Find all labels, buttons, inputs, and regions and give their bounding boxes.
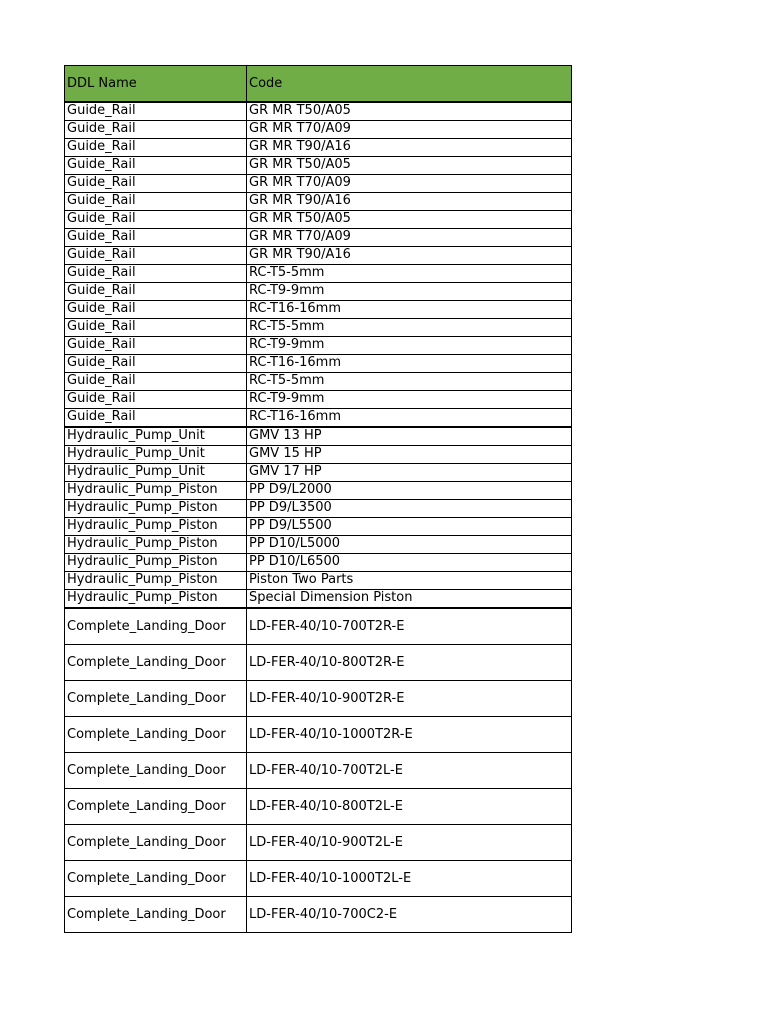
code-cell[interactable]: Special Dimension Piston (247, 590, 572, 609)
code-cell[interactable]: LD-FER-40/10-1000T2R-E (247, 717, 572, 753)
code-cell[interactable]: GR MR T70/A09 (247, 175, 572, 193)
ddl-name-cell[interactable]: Guide_Rail (65, 229, 247, 247)
table-row (65, 554, 572, 572)
ddl-name-cell[interactable]: Guide_Rail (65, 355, 247, 373)
table-row (65, 861, 572, 897)
code-cell[interactable]: PP D10/L5000 (247, 536, 572, 554)
code-cell[interactable]: GR MR T70/A09 (247, 121, 572, 139)
table-row (65, 301, 572, 319)
table-row (65, 536, 572, 554)
ddl-name-cell[interactable]: Guide_Rail (65, 373, 247, 391)
code-cell[interactable]: GR MR T90/A16 (247, 193, 572, 211)
code-cell[interactable]: RC-T9-9mm (247, 283, 572, 301)
table-row (65, 789, 572, 825)
header-ddl-name[interactable]: DDL Name (65, 66, 247, 103)
code-cell[interactable]: RC-T5-5mm (247, 265, 572, 283)
table-row (65, 825, 572, 861)
table-row (65, 681, 572, 717)
ddl-name-cell[interactable]: Hydraulic_Pump_Piston (65, 500, 247, 518)
code-cell[interactable]: GR MR T50/A05 (247, 211, 572, 229)
ddl-name-cell[interactable]: Guide_Rail (65, 283, 247, 301)
table-row (65, 319, 572, 337)
ddl-name-cell[interactable]: Guide_Rail (65, 157, 247, 175)
table-row (65, 102, 572, 121)
ddl-table (64, 65, 572, 933)
ddl-name-cell[interactable]: Complete_Landing_Door (65, 789, 247, 825)
code-cell[interactable]: PP D9/L2000 (247, 482, 572, 500)
table-row (65, 265, 572, 283)
code-cell[interactable]: RC-T5-5mm (247, 319, 572, 337)
table-row (65, 139, 572, 157)
ddl-name-cell[interactable]: Complete_Landing_Door (65, 753, 247, 789)
code-cell[interactable]: GR MR T90/A16 (247, 247, 572, 265)
ddl-name-cell[interactable]: Complete_Landing_Door (65, 825, 247, 861)
table-row (65, 211, 572, 229)
ddl-name-cell[interactable]: Complete_Landing_Door (65, 897, 247, 933)
ddl-name-cell[interactable]: Guide_Rail (65, 301, 247, 319)
table-row (65, 427, 572, 446)
table-row (65, 500, 572, 518)
code-cell[interactable]: RC-T9-9mm (247, 391, 572, 409)
ddl-name-cell[interactable]: Guide_Rail (65, 193, 247, 211)
ddl-name-cell[interactable]: Guide_Rail (65, 265, 247, 283)
table-row (65, 391, 572, 409)
table-row (65, 409, 572, 428)
ddl-name-cell[interactable]: Guide_Rail (65, 121, 247, 139)
table-row (65, 121, 572, 139)
table-row (65, 608, 572, 645)
table-row (65, 446, 572, 464)
code-cell[interactable]: PP D9/L5500 (247, 518, 572, 536)
code-cell[interactable]: LD-FER-40/10-900T2L-E (247, 825, 572, 861)
code-cell[interactable]: GR MR T50/A05 (247, 102, 572, 121)
table-row (65, 355, 572, 373)
ddl-name-cell[interactable]: Hydraulic_Pump_Piston (65, 554, 247, 572)
ddl-name-cell[interactable]: Guide_Rail (65, 247, 247, 265)
code-cell[interactable]: GMV 15 HP (247, 446, 572, 464)
ddl-name-cell[interactable]: Hydraulic_Pump_Unit (65, 464, 247, 482)
code-cell[interactable]: PP D10/L6500 (247, 554, 572, 572)
code-cell[interactable]: RC-T5-5mm (247, 373, 572, 391)
code-cell[interactable]: LD-FER-40/10-800T2L-E (247, 789, 572, 825)
ddl-name-cell[interactable]: Guide_Rail (65, 211, 247, 229)
code-cell[interactable]: LD-FER-40/10-700T2L-E (247, 753, 572, 789)
table-row (65, 753, 572, 789)
table-row (65, 572, 572, 590)
table-row (65, 175, 572, 193)
code-cell[interactable]: PP D9/L3500 (247, 500, 572, 518)
ddl-name-cell[interactable]: Guide_Rail (65, 391, 247, 409)
code-cell[interactable]: RC-T9-9mm (247, 337, 572, 355)
table-row (65, 247, 572, 265)
code-cell[interactable]: LD-FER-40/10-700C2-E (247, 897, 572, 933)
ddl-name-cell[interactable]: Hydraulic_Pump_Piston (65, 536, 247, 554)
header-code[interactable]: Code (247, 66, 572, 103)
code-cell[interactable]: RC-T16-16mm (247, 301, 572, 319)
ddl-name-cell[interactable]: Guide_Rail (65, 175, 247, 193)
table-row (65, 482, 572, 500)
table-row (65, 229, 572, 247)
ddl-name-cell[interactable]: Guide_Rail (65, 102, 247, 121)
code-cell[interactable]: GR MR T70/A09 (247, 229, 572, 247)
spreadsheet-table (64, 65, 571, 933)
ddl-name-cell[interactable]: Hydraulic_Pump_Unit (65, 427, 247, 446)
table-row (65, 193, 572, 211)
table-row (65, 464, 572, 482)
ddl-name-cell[interactable]: Hydraulic_Pump_Unit (65, 446, 247, 464)
code-cell[interactable]: LD-FER-40/10-700T2R-E (247, 608, 572, 645)
ddl-name-cell[interactable]: Guide_Rail (65, 319, 247, 337)
table-row (65, 897, 572, 933)
ddl-name-cell[interactable]: Complete_Landing_Door (65, 681, 247, 717)
ddl-name-cell[interactable]: Complete_Landing_Door (65, 717, 247, 753)
ddl-name-cell[interactable]: Complete_Landing_Door (65, 608, 247, 645)
code-cell[interactable]: LD-FER-40/10-800T2R-E (247, 645, 572, 681)
header-row (65, 66, 572, 103)
code-cell[interactable]: GR MR T90/A16 (247, 139, 572, 157)
ddl-name-cell[interactable]: Guide_Rail (65, 409, 247, 428)
ddl-name-cell[interactable]: Complete_Landing_Door (65, 645, 247, 681)
table-row (65, 717, 572, 753)
ddl-name-cell[interactable]: Hydraulic_Pump_Piston (65, 482, 247, 500)
code-cell[interactable]: GMV 17 HP (247, 464, 572, 482)
code-cell[interactable]: RC-T16-16mm (247, 409, 572, 428)
code-cell[interactable]: Piston Two Parts (247, 572, 572, 590)
code-cell[interactable]: GR MR T50/A05 (247, 157, 572, 175)
ddl-name-cell[interactable]: Guide_Rail (65, 139, 247, 157)
ddl-name-cell[interactable]: Hydraulic_Pump_Piston (65, 572, 247, 590)
table-row (65, 337, 572, 355)
ddl-name-cell[interactable]: Complete_Landing_Door (65, 861, 247, 897)
ddl-name-cell[interactable]: Hydraulic_Pump_Piston (65, 518, 247, 536)
table-row (65, 645, 572, 681)
table-row (65, 590, 572, 609)
table-row (65, 157, 572, 175)
code-cell[interactable]: LD-FER-40/10-1000T2L-E (247, 861, 572, 897)
code-cell[interactable]: GMV 13 HP (247, 427, 572, 446)
code-cell[interactable]: RC-T16-16mm (247, 355, 572, 373)
ddl-name-cell[interactable]: Hydraulic_Pump_Piston (65, 590, 247, 609)
table-row (65, 283, 572, 301)
table-row (65, 518, 572, 536)
ddl-name-cell[interactable]: Guide_Rail (65, 337, 247, 355)
table-row (65, 373, 572, 391)
code-cell[interactable]: LD-FER-40/10-900T2R-E (247, 681, 572, 717)
